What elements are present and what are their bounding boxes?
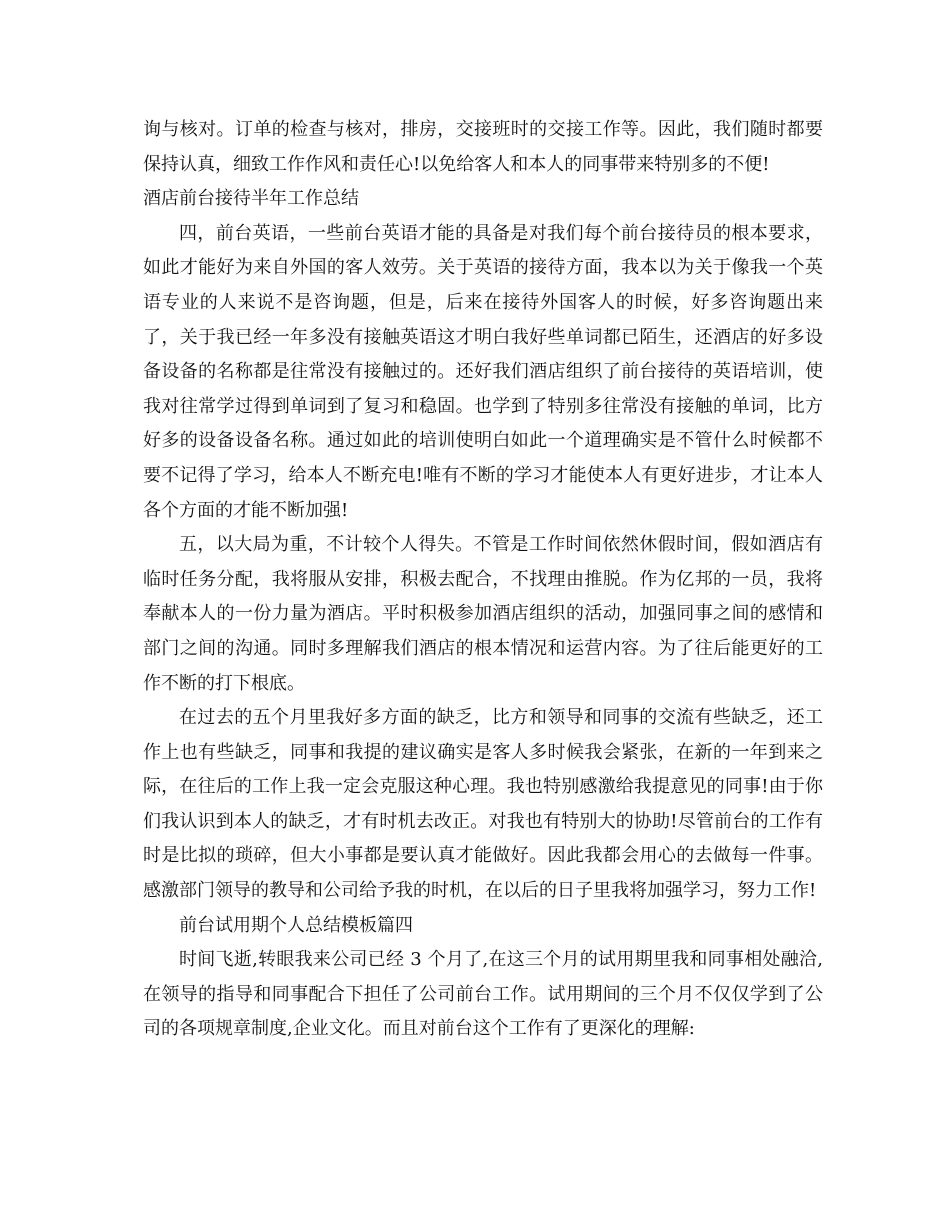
paragraph-shortcomings: 在过去的五个月里我好多方面的缺乏，比方和领导和同事的交流有些缺乏，还工作上也有些缺乏，同事和我提的建议确实是客人多时候我会紧张，在新的一年到来之际，在往后的工作上我一定会克服这种心理。我也特别感激给我提意见的同事!由于你们我认识到本人的缺乏，才有时机去改正。对我也有特别大的协助!尽管前台的工作有时是比拟的琐碎，但大小事都是要认真才能做好。因此我都会用心的去做每一件事。感激部门领导的教导和公司给予我的时机，在以后的日子里我将加强学习，努力工作!: [143, 707, 823, 902]
section-title: 酒店前台接待半年工作总结: [143, 188, 359, 210]
paragraph-probation: 时间飞逝,转眼我来公司已经 3 个月了,在这三个月的试用期里我和同事相处融洽,在领导的指导和同事配合下担任了公司前台工作。试用期间的三个月不仅仅学到了公司的各项规章制度,企业文化。而且对前台这个工作有了更深化的理解:: [143, 949, 823, 1040]
document-body: [143, 113, 823, 1047]
paragraph-overall-situation: 五，以大局为重，不计较个人得失。不管是工作时间依然休假时间，假如酒店有临时任务分配，我将服从安排，积极去配合，不找理由推脱。作为亿邦的一员，我将奉献本人的一份力量为酒店。平时积极参加酒店组织的活动，加强同事之间的感情和部门之间的沟通。同时多理解我们酒店的根本情况和运营内容。为了往后能更好的工作不断的打下根底。: [143, 534, 823, 694]
section-heading-part4: 前台试用期个人总结模板篇四: [179, 914, 413, 936]
paragraph-continuation: 询与核对。订单的检查与核对，排房，交接班时的交接工作等。因此，我们随时都要保持认真，细致工作作风和责任心!以免给客人和本人的同事带来特别多的不便!: [143, 119, 823, 175]
paragraph-english: 四，前台英语，一些前台英语才能的具备是对我们每个前台接待员的根本要求，如此才能好为来自外国的客人效劳。关于英语的接待方面，我本以为关于像我一个英语专业的人来说不是咨询题，但是，后来在接待外国客人的时候，好多咨询题出来了，关于我已经一年多没有接触英语这才明白我好些单词都已陌生，还酒店的好多设备设备的名称都是往常没有接触过的。还好我们酒店组织了前台接待的英语培训，使我对往常学过得到单词到了复习和稳固。也学到了特别多往常没有接触的单词，比方好多的设备设备名称。通过如此的培训使明白如此一个道理确实是不管什么时候都不要不记得了学习，给本人不断充电!唯有不断的学习才能使本人有更好进步，才让本人各个方面的才能不断加强!: [143, 222, 823, 521]
